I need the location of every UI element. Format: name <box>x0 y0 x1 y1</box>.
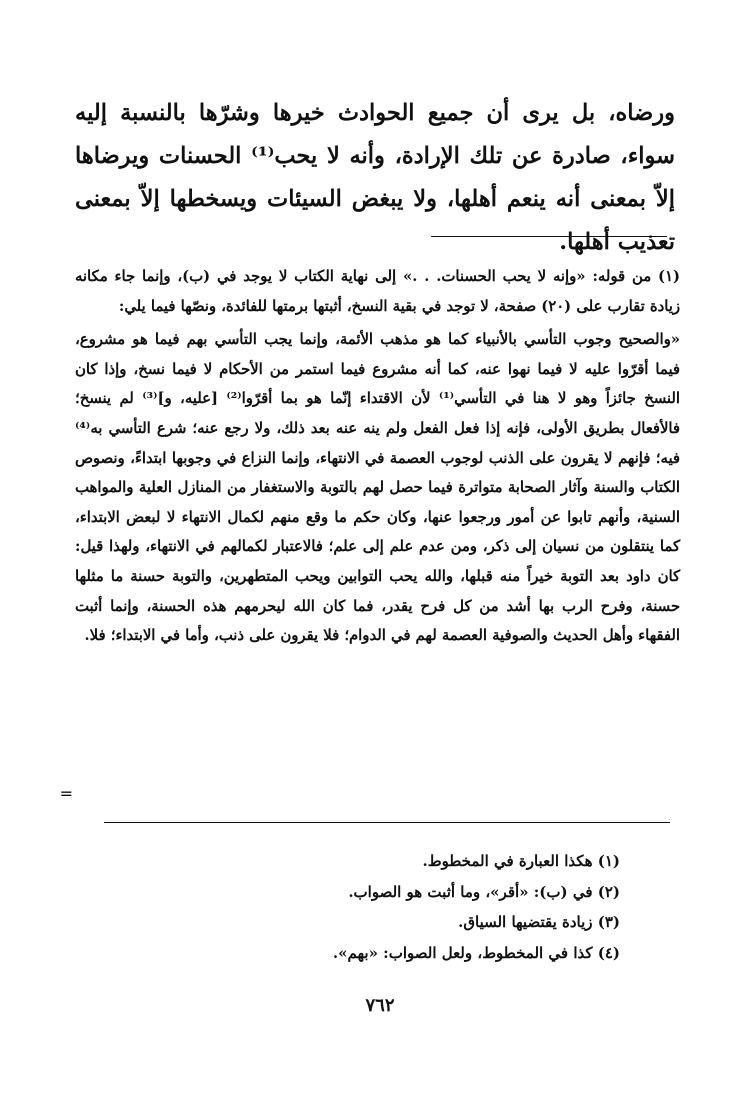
main-paragraph: ورضاه، بل يرى أن جميع الحوادث خيرها وشرّها بالنسبة إليه سواء، صادرة عن تلك الإرادة، وأنه لا يحب⁽¹⁾ الحسنات ويرضاها إلاّ بمعنى أنه ينعم أهلها، ولا يبغض السيئات ويسخطها إلاّ بمعنى تعذيب أهلها. <box>75 100 676 255</box>
footnote-separator-bottom <box>104 822 670 823</box>
margin-continuation-mark: = <box>59 784 73 803</box>
footnote-item: (١) هكذا العبارة في المخطوط. <box>422 852 620 870</box>
footnote-item: (٤) كذا في المخطوط، ولعل الصواب: «بهم». <box>332 943 620 962</box>
footnote-list <box>80 846 620 968</box>
main-text <box>75 92 675 264</box>
footnote-item: (٣) زيادة يقتضيها السياق. <box>458 913 620 931</box>
footnote-separator-top <box>431 236 667 237</box>
footnote-1-block <box>75 262 680 651</box>
footnote-item: (٢) في (ب): «أقر»، وما أثبت هو الصواب. <box>348 882 620 901</box>
footnote-1-intro: (١) من قوله: «وإنه لا يحب الحسنات. . .» إلى نهاية الكتاب لا يوجد في (ب)، وإنما جاء مكانه زيادة تقارب على (٢٠) صفحة، لا توجد في بقية النسخ، أثبتها برمتها للفائدة، ونصّها فيما يلي: <box>75 268 680 315</box>
page-number: ٧٦٢ <box>365 995 395 1016</box>
footnote-1-quote: «والصحيح وجوب التأسي بالأنبياء كما هو مذهب الأئمة، وإنما يجب التأسي بهم فيما هو مشروع، فيما أقرّوا عليه لا فيما نهوا عنه، كما أنه مشروع فيما استمر من الأحكام لا فيما نسخ، وإذا كان النسخ جائزاً وهو لا هنا في التأسي⁽¹⁾ لأن الاقتداء إنّما هو بما أقرّوا⁽²⁾ [عليه، و]⁽³⁾ لم ينسخ؛ فالأفعال بطريق الأولى، فإنه إذا فعل الفعل ولم ينه عنه بعد ذلك، ولا رجع عنه؛ شرع التأسي به⁽⁴⁾ فيه؛ فإنهم لا يقرون على الذنب لوجوب العصمة في الانتهاء، وإنما النزاع في وجوبها ابتداءً، ونصوص الكتاب والسنة وآثار الصحابة متواترة فيما حصل لهم بالتوبة والاستغفار من المنازل العلية والمواهب السنية، وأنهم تابوا عن أمور ورجعوا عنها، وكان حكم ما وقع منهم لكمال الانتهاء لا لبعض الابتداء، كما ينتقلون من نسيان إلى ذكر، ومن عدم علم إلى علم؛ فالاعتبار لكمالهم في الانتهاء، ولهذا قيل: كان داود بعد التوبة خيراً منه قبلها، والله يحب التوابين ويحب المتطهرين، والتوبة حسنة ما مثلها حسنة، وفرح الرب بها أشد من كل فرح يقدر، فما كان الله ليحرمهم هذه الحسنة، وإنما أثبت الفقهاء وأهل الحديث والصوفية العصمة لهم في الدوام؛ فلا يقرون على ذنب، وأما في الابتداء؛ فلا. <box>75 331 680 645</box>
